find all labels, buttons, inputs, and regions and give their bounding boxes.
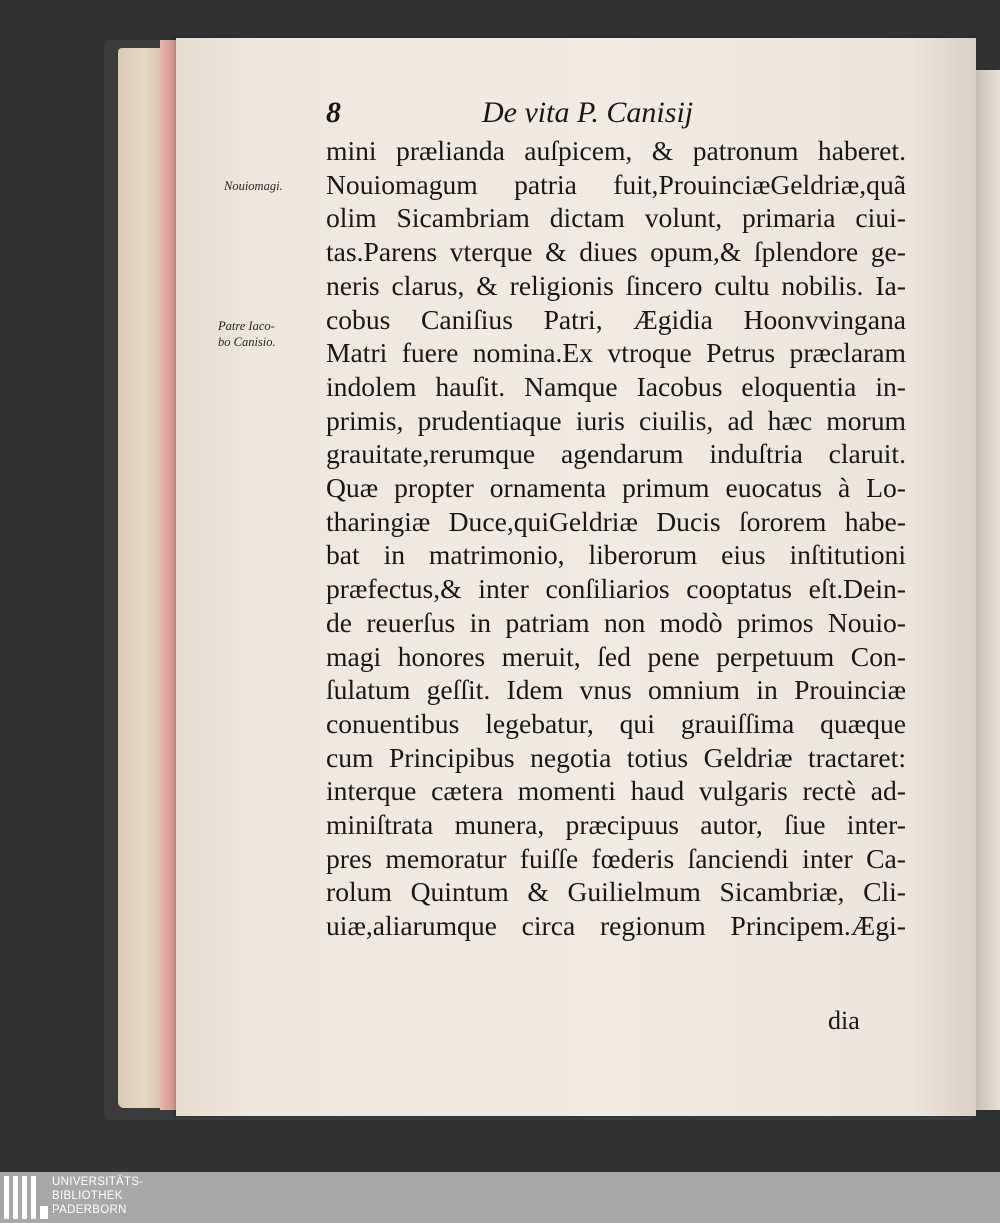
- running-head: De vita P. Canisij: [482, 96, 694, 129]
- text-line: magi honores meruit, ſed pene perpetuum Con-: [326, 640, 906, 672]
- text-line: tharingiæ Duce,quiGeldriæ Ducis ſororem habe-: [326, 505, 906, 537]
- margin-note-nouiomagi: [224, 178, 283, 194]
- text-line: mini prælianda auſpicem, & patronum haberet.: [326, 135, 906, 166]
- library-name-line: PADERBORN: [52, 1204, 127, 1216]
- library-logo-icon: [4, 1176, 48, 1219]
- text-line: conuentibus legebatur, qui grauiſſima quæque: [326, 707, 906, 739]
- text-line: pres memoratur fuiſſe fœderis ſanciendi inter Ca-: [326, 842, 906, 874]
- text-line: indolem hauſit. Namque Iacobus eloquentia in-: [326, 370, 906, 402]
- text-line: præfectus,& inter conſiliarios cooptatus eſt.Dein-: [326, 573, 906, 605]
- text-line: de reuerſus in patriam non modò primos Nouio-: [326, 606, 906, 638]
- text-line: Matri fuere nomina.Ex vtroque Petrus præclaram: [326, 337, 906, 369]
- text-line: grauitate,rerumque agendarum induſtria claruit.: [326, 438, 906, 470]
- text-line: uiæ,aliarumque circa regionum Principem.Ægi-: [326, 910, 906, 942]
- text-line: cobus Caniſius Patri, Ægidia Hoonvvingana: [326, 303, 906, 335]
- text-line: bat in matrimonio, liberorum eius inſtitutioni: [326, 539, 906, 571]
- margin-note-text: Patre Iaco-: [218, 319, 275, 333]
- margin-note-patre: [218, 318, 276, 350]
- library-name-line: BIBLIOTHEK: [52, 1190, 123, 1202]
- text-line: neris clarus, & religionis ſincero cultu nobilis. Ia-: [326, 269, 906, 301]
- text-line: tas.Parens vterque & diues opum,& ſplendore ge-: [326, 236, 906, 268]
- text-line: Quæ propter ornamenta primum euocatus à Lo-: [326, 472, 906, 504]
- library-footer: [0, 1172, 1000, 1223]
- catchword: dia: [828, 1006, 860, 1035]
- page-number: 8: [326, 96, 341, 129]
- library-name: [52, 1175, 143, 1217]
- margin-note-text: bo Canisio.: [218, 335, 276, 349]
- margin-note-text: Nouiomagi.: [224, 179, 283, 193]
- text-line: miniſtrata munera, præcipuus autor, ſiue inter-: [326, 809, 906, 841]
- text-line: cum Principibus negotia totius Geldriæ tractaret:: [326, 741, 906, 773]
- text-line: olim Sicambriam dictam volunt, primaria ciui-: [326, 202, 906, 234]
- body-text: [326, 134, 906, 943]
- text-line: ſulatum geſſit. Idem vnus omnium in Prouinciæ: [326, 674, 906, 706]
- text-line: Nouiomagum patria fuit,ProuinciæGeldriæ,quã: [326, 168, 906, 200]
- text-line: interque cætera momenti haud vulgaris rectè ad-: [326, 775, 906, 807]
- text-line: rolum Quintum & Guilielmum Sicambriæ, Cli-: [326, 876, 906, 908]
- book-page: [176, 38, 976, 1116]
- library-name-line: UNIVERSITÄTS-: [52, 1176, 144, 1188]
- text-line: primis, prudentiaque iuris ciuilis, ad hæc morum: [326, 404, 906, 436]
- page-header: [326, 96, 926, 136]
